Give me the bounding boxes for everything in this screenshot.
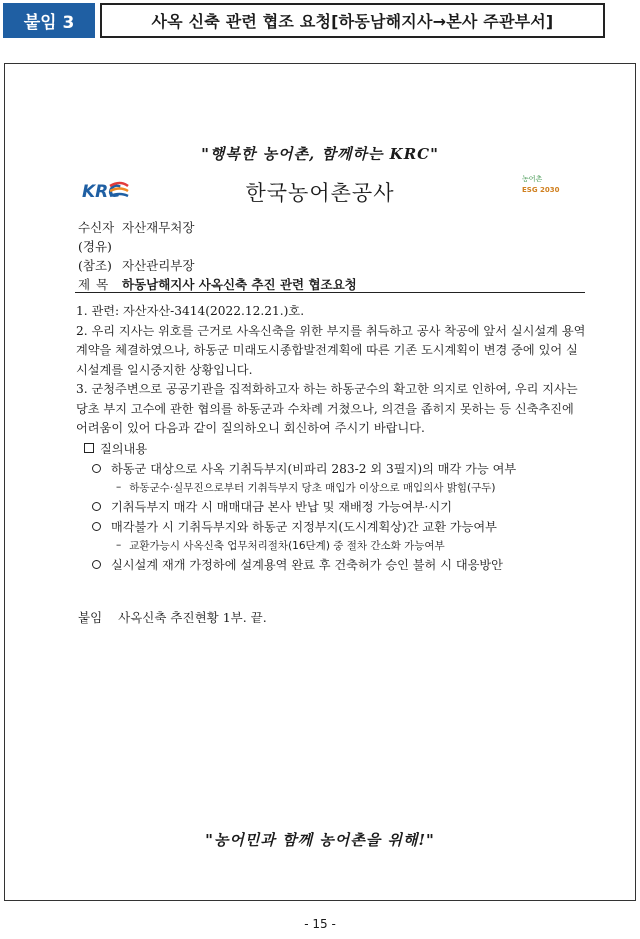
header	[3, 3, 637, 41]
document-title: 사옥 신축 관련 협조 요청[하동남해지사→본사 주관부서]	[100, 3, 605, 38]
logo-text: KRC	[82, 182, 121, 202]
question-text: 실시설계 재개 가정하에 설계용역 완료 후 건축허가 승인 불허 시 대응방안	[111, 557, 503, 572]
recipient-label: 수신자	[78, 219, 115, 235]
slogan-bottom: "농어민과 함께 농어촌을 위해!"	[205, 831, 435, 849]
question-subitem-text: 교환가능시 사옥신축 업무처리절차(16단계) 중 절차 간소화 가능여부	[129, 539, 445, 552]
attachment-tag: 붙임 3	[3, 3, 95, 38]
cc-row	[78, 255, 357, 274]
question-text: 하동군 대상으로 사옥 기취득부지(비파리 283-2 외 3필지)의 매각 가능 여부	[111, 461, 517, 476]
subject-value: 하동남해지사 사옥신축 추진 관련 협조요청	[122, 276, 357, 292]
questions-heading-text: 질의내용	[100, 441, 148, 456]
circle-bullet-icon	[92, 560, 101, 569]
question-text: 기취득부지 매각 시 매매대금 본사 반납 및 재배정 가능여부·시기	[111, 499, 452, 514]
question-subitem	[84, 536, 584, 554]
cc-label: (참조)	[78, 257, 112, 273]
dash-bullet-icon: –	[116, 481, 122, 493]
questions-heading	[84, 438, 584, 458]
recipient-value: 자산재무처장	[122, 219, 195, 235]
esg-badge-top: 농어촌	[522, 175, 543, 183]
circle-bullet-icon	[92, 522, 101, 531]
question-text: 매각불가 시 기취득부지와 하동군 지정부지(도시계획상)간 교환 가능여부	[111, 519, 497, 534]
dash-bullet-icon: –	[116, 539, 122, 551]
question-item	[84, 554, 584, 574]
via-row	[78, 236, 357, 255]
paragraph-3: 3. 군청주변으로 공공기관을 집적화하고자 하는 하동군수의 확고한 의지로 인하여, 우리 지사는 당초 부지 고수에 관한 협의를 하동군과 수차례 거쳤으나, 의견을 좁히지 못하는 등 신축추진에 어려움이 있어 다음과 같이 질의하오니 회신하여 주시기 바랍니다.	[76, 382, 578, 435]
circle-bullet-icon	[92, 464, 101, 473]
paragraph-1: 1. 관련: 자산자산-3414(2022.12.21.)호.	[76, 304, 305, 318]
question-item	[84, 496, 584, 516]
page-number: - 15 -	[304, 917, 336, 931]
esg-badge-bottom: ESG 2030	[522, 186, 560, 194]
recipient-row	[78, 217, 357, 236]
letter-body	[76, 302, 586, 439]
question-item	[84, 458, 584, 478]
attachment-text: 사옥신축 추진현황 1부. 끝.	[118, 610, 267, 625]
subject-row	[78, 274, 357, 293]
esg-badge	[522, 174, 586, 204]
letter-meta	[78, 217, 357, 293]
organization-name: 한국농어촌공사	[245, 181, 395, 205]
question-subitem	[84, 478, 584, 496]
subject-divider	[75, 292, 585, 293]
circle-bullet-icon	[92, 502, 101, 511]
checkbox-icon	[84, 443, 94, 453]
slogan-top: "행복한 농어촌, 함께하는 KRC"	[201, 145, 439, 163]
questions-section	[84, 438, 584, 574]
attachment-label: 붙임	[78, 610, 103, 625]
subject-label: 제목	[78, 276, 115, 292]
attachment-line	[78, 608, 267, 626]
question-item	[84, 516, 584, 536]
cc-value: 자산관리부장	[122, 257, 195, 273]
question-subitem-text: 하동군수·실무진으로부터 기취득부지 당초 매입가 이상으로 매입의사 밝힘(구두)	[129, 481, 496, 494]
paragraph-2: 2. 우리 지사는 위호를 근거로 사옥신축을 위한 부지를 취득하고 공사 착공에 앞서 실시설계 용역계약을 체결하였으나, 하동군 미래도시종합발전계획에 따른 기존 도시계획이 변경 중에 있어 실시설계를 일시중지한 상황입니다.	[76, 323, 586, 377]
via-label: (경유)	[78, 238, 112, 254]
